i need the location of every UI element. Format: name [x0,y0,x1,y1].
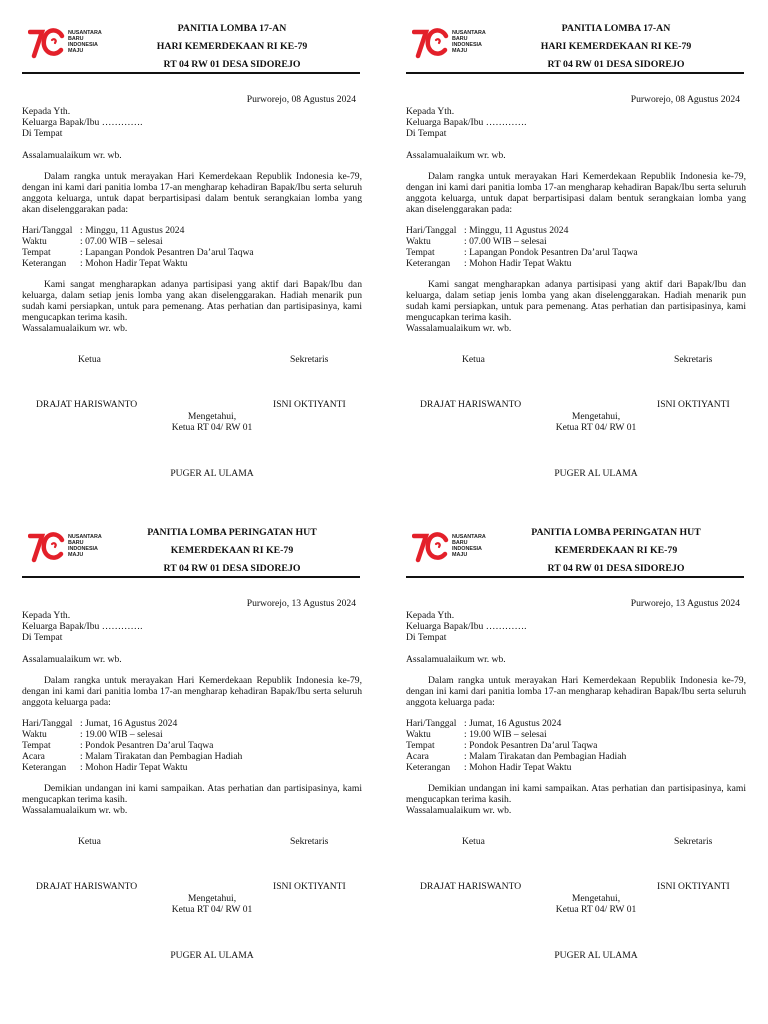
sekretaris-name: ISNI OKTIYANTI [657,399,730,410]
detail-value: : Pondok Pesantren Da’arul Taqwa [80,740,214,751]
ketua-name: DRAJAT HARISWANTO [36,399,138,410]
signature-block [406,348,746,488]
detail-row [406,762,746,773]
detail-label: Hari/Tanggal [406,225,457,236]
detail-row [22,258,362,269]
detail-value: : Malam Tirakatan dan Pembagian Hadiah [464,751,627,762]
recipient-block [406,610,746,643]
recipient-line: Di Tempat [406,128,447,139]
detail-label: Hari/Tanggal [406,718,457,729]
detail-row [22,236,362,247]
logo-text [68,534,102,558]
logo-line: NUSANTARA [452,30,486,36]
detail-label: Waktu [22,236,47,247]
detail-row [22,718,362,729]
recipient-line: Keluarga Bapak/Ibu …………. [22,117,143,128]
detail-label: Keterangan [22,258,67,269]
detail-row [406,718,746,729]
logo-line: NUSANTARA [452,534,486,540]
letter-header [406,520,746,578]
invitation-letter-bottom-right [406,520,746,970]
body-paragraph: Kami sangat mengharapkan adanya partisipasi yang aktif dari Bapak/Ibu dan keluarga, dalam setiap jenis lomba yang akan diselenggarakan. Hadiah menarik pun sudah kami persiapkan, untuk para pemenang. Atas perhatian dan partisipasinya, kami mengucapkan terima kasih. [22,279,362,323]
ketua-rt-title: Ketua RT 04/ RW 01 [555,904,637,915]
ketua-rt-name: PUGER AL ULAMA [170,468,254,479]
ketua-name: DRAJAT HARISWANTO [420,881,522,892]
recipient-line: Keluarga Bapak/Ibu …………. [406,621,527,632]
letter-header [22,16,362,74]
closing-greeting: Wassalamualaikum wr. wb. [406,805,512,816]
detail-label: Waktu [22,729,47,740]
recipient-line: Keluarga Bapak/Ibu …………. [406,117,527,128]
sekretaris-name: ISNI OKTIYANTI [273,399,346,410]
recipient-line: Kepada Yth. [406,106,455,117]
letter-heading [102,20,362,74]
ketua-title: Ketua [462,836,485,847]
detail-value: : Mohon Hadir Tepat Waktu [80,258,188,269]
logo-text [452,534,486,558]
logo-line: MAJU [68,552,84,558]
detail-row [406,236,746,247]
detail-label: Waktu [406,729,431,740]
sekretaris-name: ISNI OKTIYANTI [657,881,730,892]
detail-label: Keterangan [406,762,451,773]
logo-79-mark-icon [412,530,450,564]
ketua-name: DRAJAT HARISWANTO [36,881,138,892]
intro-paragraph: Dalam rangka untuk merayakan Hari Kemerdekaan Republik Indonesia ke-79, dengan ini kami dari panitia lomba 17-an mengharap kehadiran Bapak/Ibu serta seluruh anggota keluarga, untuk dapat berpartisipasi dalam bentuk serangkaian lomba yang akan diselenggarakan pada: [22,171,362,215]
body-paragraph: Kami sangat mengharapkan adanya partisipasi yang aktif dari Bapak/Ibu dan keluarga, dalam setiap jenis lomba yang akan diselenggarakan. Hadiah menarik pun sudah kami persiapkan, untuk para pemenang. Atas perhatian dan partisipasinya, kami mengucapkan terima kasih. [406,279,746,323]
greeting: Assalamualaikum wr. wb. [22,654,122,665]
sekretaris-name: ISNI OKTIYANTI [273,881,346,892]
detail-label: Tempat [406,247,435,258]
ketua-rt-title: Ketua RT 04/ RW 01 [171,904,253,915]
heading-line-1: PANITIA LOMBA 17-AN [561,23,671,34]
mengetahui-label: Mengetahui, [571,893,621,904]
logo-line: MAJU [452,48,468,54]
ketua-title: Ketua [78,836,101,847]
greeting: Assalamualaikum wr. wb. [406,150,506,161]
logo-line: MAJU [68,48,84,54]
heading-line-3: RT 04 RW 01 DESA SIDOREJO [163,59,301,70]
ketua-title: Ketua [78,354,101,365]
letter-header [22,520,362,578]
detail-row [406,258,746,269]
detail-value: : Minggu, 11 Agustus 2024 [464,225,569,236]
detail-row [406,751,746,762]
heading-line-3: RT 04 RW 01 DESA SIDOREJO [547,59,685,70]
logo-79-mark-icon [28,26,66,60]
logo-line: INDONESIA [452,546,482,552]
mengetahui-label: Mengetahui, [571,411,621,422]
detail-value: : Mohon Hadir Tepat Waktu [464,762,572,773]
invitation-letter-top-right [406,16,746,488]
logo-line: BARU [452,36,468,42]
detail-row [406,225,746,236]
heading-line-2: KEMERDEKAAN RI KE-79 [170,545,294,556]
intro-paragraph: Dalam rangka untuk merayakan Hari Kemerdekaan Republik Indonesia ke-79, dengan ini kami dari panitia lomba 17-an mengharap kehadiran Bapak/Ibu serta seluruh anggota keluarga, untuk dapat berpartisipasi dalam bentuk serangkaian lomba yang akan diselenggarakan pada: [406,171,746,215]
sekretaris-title: Sekretaris [290,354,329,365]
event-details [22,225,362,269]
detail-value: : Minggu, 11 Agustus 2024 [80,225,185,236]
detail-row [22,751,362,762]
detail-value: : Mohon Hadir Tepat Waktu [464,258,572,269]
heading-line-2: KEMERDEKAAN RI KE-79 [554,545,678,556]
recipient-line: Di Tempat [22,632,63,643]
signature-block [22,830,362,970]
ketua-rt-name: PUGER AL ULAMA [170,950,254,961]
ketua-rt-title: Ketua RT 04/ RW 01 [171,422,253,433]
detail-value: : Mohon Hadir Tepat Waktu [80,762,188,773]
detail-value: : Jumat, 16 Agustus 2024 [464,718,562,729]
detail-value: : 07.00 WIB – selesai [80,236,163,247]
letter-date: Purworejo, 08 Agustus 2024 [246,94,356,105]
letter-date: Purworejo, 13 Agustus 2024 [246,598,356,609]
ketua-rt-name: PUGER AL ULAMA [554,468,638,479]
logo-line: BARU [68,540,84,546]
detail-label: Tempat [406,740,435,751]
header-divider [22,72,360,74]
heading-line-3: RT 04 RW 01 DESA SIDOREJO [163,563,301,574]
letter-heading [102,524,362,578]
detail-value: : 07.00 WIB – selesai [464,236,547,247]
detail-row [22,225,362,236]
detail-row [22,729,362,740]
logo-line: INDONESIA [68,42,98,48]
detail-label: Tempat [22,247,51,258]
letter-date: Purworejo, 08 Agustus 2024 [630,94,740,105]
logo-line: NUSANTARA [68,534,102,540]
heading-line-2: HARI KEMERDEKAAN RI KE-79 [156,41,308,52]
logo-text [452,30,486,54]
closing-greeting: Wassalamualaikum wr. wb. [22,323,128,334]
event-details [406,225,746,269]
signature-block [406,830,746,970]
detail-row [406,729,746,740]
logo-line: BARU [68,36,84,42]
detail-value: : Lapangan Pondok Pesantren Da’arul Taqwa [464,247,638,258]
signature-block [22,348,362,488]
intro-paragraph: Dalam rangka untuk merayakan Hari Kemerdekaan Republik Indonesia ke-79, dengan ini kami dari panitia lomba 17-an mengharap kehadiran Bapak/Ibu serta seluruh anggota keluarga pada: [406,675,746,708]
mengetahui-label: Mengetahui, [187,411,237,422]
letter-header [406,16,746,74]
logo-line: MAJU [452,552,468,558]
ketua-rt-title: Ketua RT 04/ RW 01 [555,422,637,433]
recipient-line: Kepada Yth. [22,610,71,621]
detail-value: : Jumat, 16 Agustus 2024 [80,718,178,729]
detail-label: Hari/Tanggal [22,718,73,729]
ketua-name: DRAJAT HARISWANTO [420,399,522,410]
recipient-block [406,106,746,139]
event-details [406,718,746,773]
logo-79-mark-icon [412,26,450,60]
detail-row [22,762,362,773]
invitation-letter-top-left [22,16,362,488]
letter-heading [486,524,746,578]
recipient-line: Keluarga Bapak/Ibu …………. [22,621,143,632]
ketua-title: Ketua [462,354,485,365]
body-paragraph: Demikian undangan ini kami sampaikan. Atas perhatian dan partisipasinya, kami mengucapkan terima kasih. [22,783,362,805]
logo-text [68,30,102,54]
heading-line-1: PANITIA LOMBA PERINGATAN HUT [531,527,701,538]
heading-line-1: PANITIA LOMBA 17-AN [177,23,287,34]
recipient-line: Di Tempat [22,128,63,139]
logo-79-mark-icon [28,530,66,564]
detail-label: Acara [22,751,45,762]
header-divider [406,72,744,74]
detail-row [22,247,362,258]
detail-label: Tempat [22,740,51,751]
greeting: Assalamualaikum wr. wb. [406,654,506,665]
detail-value: : 19.00 WIB – selesai [464,729,547,740]
mengetahui-label: Mengetahui, [187,893,237,904]
detail-label: Waktu [406,236,431,247]
detail-label: Hari/Tanggal [22,225,73,236]
detail-label: Keterangan [406,258,451,269]
detail-value: : 19.00 WIB – selesai [80,729,163,740]
recipient-line: Kepada Yth. [22,106,71,117]
recipient-block [22,610,362,643]
greeting: Assalamualaikum wr. wb. [22,150,122,161]
detail-label: Keterangan [22,762,67,773]
logo-line: INDONESIA [452,42,482,48]
detail-value: : Malam Tirakatan dan Pembagian Hadiah [80,751,243,762]
invitation-letter-bottom-left [22,520,362,970]
detail-row [22,740,362,751]
detail-label: Acara [406,751,429,762]
ketua-rt-name: PUGER AL ULAMA [554,950,638,961]
heading-line-1: PANITIA LOMBA PERINGATAN HUT [147,527,317,538]
closing-greeting: Wassalamualaikum wr. wb. [406,323,512,334]
body-paragraph: Demikian undangan ini kami sampaikan. Atas perhatian dan partisipasinya, kami mengucapkan terima kasih. [406,783,746,805]
heading-line-3: RT 04 RW 01 DESA SIDOREJO [547,563,685,574]
detail-row [406,740,746,751]
header-divider [406,576,744,578]
logo-line: INDONESIA [68,546,98,552]
sekretaris-title: Sekretaris [290,836,329,847]
detail-value: : Lapangan Pondok Pesantren Da’arul Taqwa [80,247,254,258]
recipient-block [22,106,362,139]
recipient-line: Kepada Yth. [406,610,455,621]
letter-heading [486,20,746,74]
event-details [22,718,362,773]
letter-date: Purworejo, 13 Agustus 2024 [630,598,740,609]
sekretaris-title: Sekretaris [674,354,713,365]
intro-paragraph: Dalam rangka untuk merayakan Hari Kemerdekaan Republik Indonesia ke-79, dengan ini kami dari panitia lomba 17-an mengharap kehadiran Bapak/Ibu serta seluruh anggota keluarga pada: [22,675,362,708]
detail-value: : Pondok Pesantren Da’arul Taqwa [464,740,598,751]
header-divider [22,576,360,578]
logo-line: BARU [452,540,468,546]
heading-line-2: HARI KEMERDEKAAN RI KE-79 [540,41,692,52]
detail-row [406,247,746,258]
logo-line: NUSANTARA [68,30,102,36]
recipient-line: Di Tempat [406,632,447,643]
closing-greeting: Wassalamualaikum wr. wb. [22,805,128,816]
sekretaris-title: Sekretaris [674,836,713,847]
